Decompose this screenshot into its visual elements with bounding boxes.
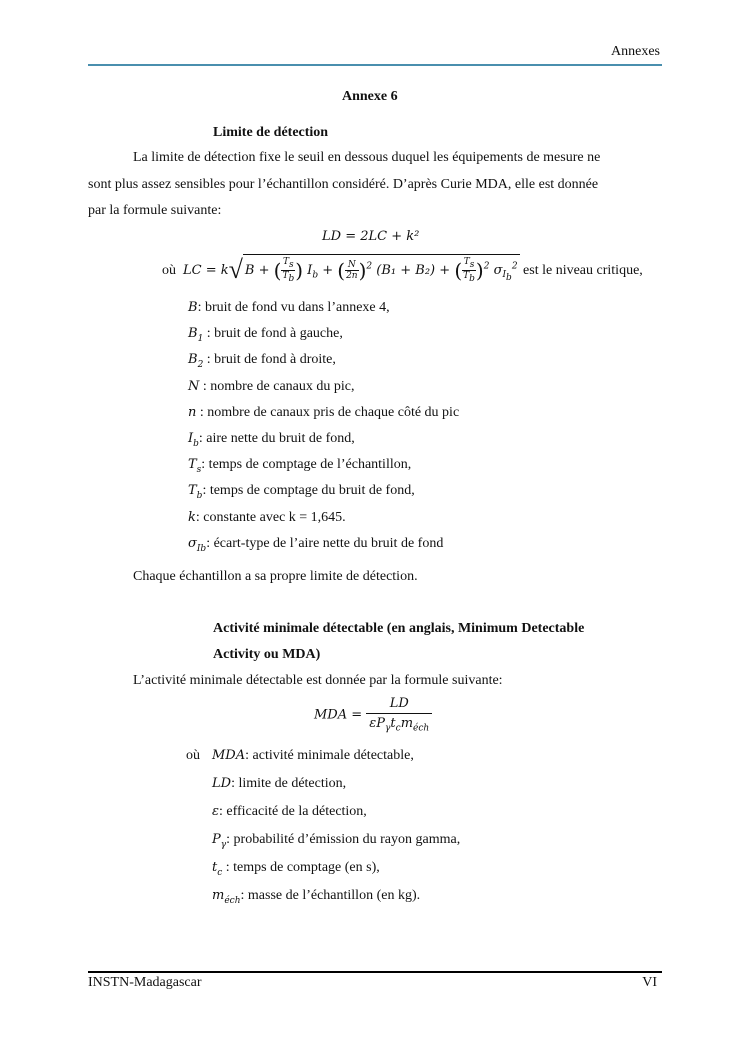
definition-symbol: I xyxy=(188,431,194,446)
header-title: Annexes xyxy=(611,44,660,59)
definition-symbol: P xyxy=(212,832,221,847)
definition-text: : temps de comptage du bruit de fond, xyxy=(202,483,415,499)
definition-item: $B_1$ : bruit de fond à gauche, xyxy=(188,326,343,344)
paragraph-line: La limite de détection fixe le seuil en dessous duquel les équipements de mesure ne xyxy=(133,150,601,165)
definition-symbol: T xyxy=(188,457,197,473)
definition-item: $T_b$: temps de comptage du bruit de fond, xyxy=(188,483,415,502)
definition-symbol: k xyxy=(188,509,196,525)
definition-text: : bruit de fond à droite, xyxy=(203,352,336,368)
ou-label: où xyxy=(162,262,176,278)
definition-item: $B_2$ : bruit de fond à droite, xyxy=(188,352,336,371)
closing-text: Chaque échantillon a sa propre limite de détection. xyxy=(133,569,418,584)
definition-symbol: MDA xyxy=(212,748,246,763)
lc-suffix: est le niveau critique, xyxy=(523,262,643,278)
definition-symbol: n xyxy=(188,404,197,420)
definition-text: : efficacité de la détection, xyxy=(218,804,367,819)
definition-item: $m_{éch}$: masse de l’échantillon (en kg). xyxy=(212,888,421,906)
definition-text: : probabilité d’émission du rayon gamma, xyxy=(226,832,461,847)
formula-lc xyxy=(162,254,643,285)
definition-symbol: N xyxy=(188,378,200,394)
section-heading: Activity ou MDA) xyxy=(213,647,321,662)
definition-text: : limite de détection, xyxy=(231,776,347,791)
lc-lhs: LC = k xyxy=(183,262,229,278)
definition-symbol: t xyxy=(212,860,218,875)
definition-item xyxy=(188,510,346,526)
definition-text: : constante avec k = 1,645. xyxy=(195,509,346,525)
definition-symbol: T xyxy=(188,483,197,499)
definition-text: : nombre de canaux pris de chaque côté du pic xyxy=(196,404,460,420)
annex-title: Annexe 6 xyxy=(342,89,398,104)
footer-page-number: VI xyxy=(642,975,657,990)
definition-text: : écart-type de l’aire nette du bruit de fond xyxy=(206,535,444,551)
definition-text: : activité minimale détectable, xyxy=(245,748,414,763)
definition-item: $I_b$: aire nette du bruit de fond, xyxy=(188,431,355,449)
definition-item xyxy=(188,405,459,421)
definition-item: $t_c$ : temps de comptage (en s), xyxy=(212,860,380,878)
definition-item xyxy=(212,804,367,820)
definition-text: : bruit de fond vu dans l’annexe 4, xyxy=(197,300,390,315)
footer-left: INSTN-Madagascar xyxy=(88,975,202,990)
definition-symbol: B xyxy=(188,326,198,342)
definition-text: : nombre de canaux du pic, xyxy=(199,378,355,394)
formula-mda: MDA = $\frac{LD}{\varepsilon P_\gamma t_cm_{éch}}$ xyxy=(314,696,432,734)
definition-item xyxy=(188,300,390,316)
definition-symbol: m xyxy=(212,888,225,903)
section-heading: Activité minimale détectable (en anglais, Minimum Detectable xyxy=(213,621,585,636)
paragraph-line: sont plus assez sensibles pour l’échantillon considéré. D’après Curie MDA, elle est donnée xyxy=(88,177,599,192)
definition-symbol: LD xyxy=(212,776,232,791)
definition-symbol: ε xyxy=(212,804,219,819)
definition-text: : masse de l’échantillon (en kg). xyxy=(240,888,421,903)
definition-text: : bruit de fond à gauche, xyxy=(203,326,343,342)
intro-text: L’activité minimale détectable est donnée par la formule suivante: xyxy=(133,673,503,688)
definition-item xyxy=(212,776,346,792)
sqrt-icon: √ xyxy=(228,254,243,284)
definition-symbol: B xyxy=(188,352,198,368)
header-rule xyxy=(88,64,662,66)
footer-rule xyxy=(88,971,662,973)
definition-item xyxy=(212,748,414,764)
sqrt-body: B + ( $\frac{T_s}{T_b}$ ) $I_b$ + ( $\frac{N}{2n}$ )$^2$ (B₁ + B₂) + ( $\frac{T_s}{T_b}$ )$^2$ $\sigma_{I_b}^2$ xyxy=(243,254,520,284)
definition-symbol: B xyxy=(188,300,198,315)
definition-symbol: σ xyxy=(188,535,197,551)
definition-text: : temps de comptage de l’échantillon, xyxy=(201,457,412,473)
definition-item: $\sigma_{Ib}$: écart-type de l’aire nette du bruit de fond xyxy=(188,535,444,554)
definition-item: $P_\gamma$: probabilité d’émission du rayon gamma, xyxy=(212,832,461,850)
definition-item: $T_s$: temps de comptage de l’échantillon, xyxy=(188,457,412,475)
definition-text: : temps de comptage (en s), xyxy=(222,860,380,875)
definition-text: : aire nette du bruit de fond, xyxy=(198,431,355,446)
formula-ld: LD = 2LC + k² xyxy=(322,229,420,244)
paragraph-line: par la formule suivante: xyxy=(88,203,222,218)
ou-label: où xyxy=(186,748,200,763)
section-heading: Limite de détection xyxy=(213,125,329,140)
definition-item xyxy=(188,379,355,395)
